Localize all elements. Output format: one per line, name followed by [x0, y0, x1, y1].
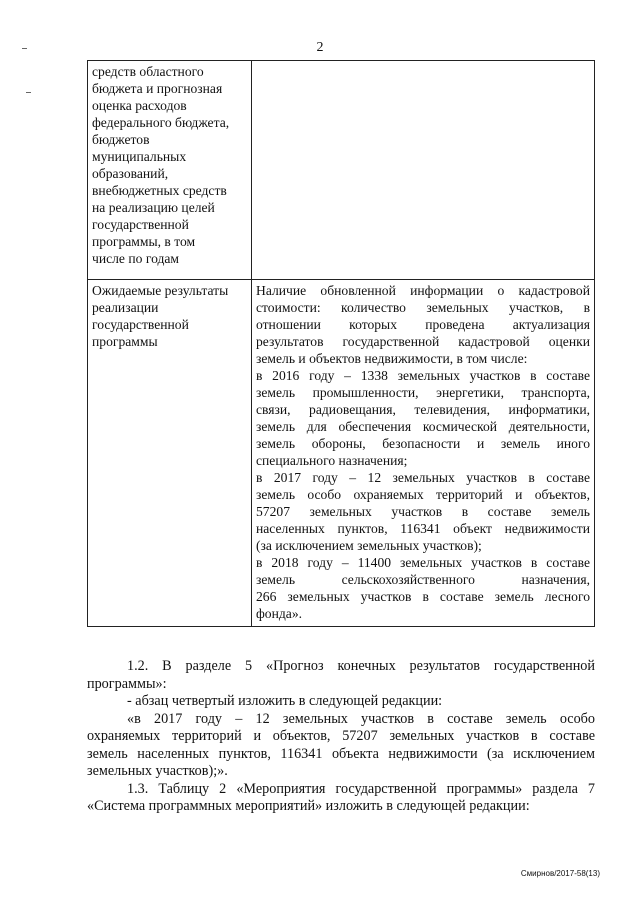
paragraph-line: земельных участков);».: [87, 763, 228, 779]
cell-line: Наличие обновленной информации о кадастровой: [256, 283, 590, 298]
cell-line: числе по годам: [92, 251, 180, 266]
cell-line: на реализацию целей: [92, 200, 215, 215]
cell-line: земель промышленности, энергетики, транспорта,: [256, 385, 590, 400]
cell-line: стоимости: количество земельных участков, в: [256, 300, 590, 315]
cell-line: в 2018 году – 11400 земельных участков в составе: [256, 555, 590, 570]
cell-line: 57207 земельных участков в составе земель: [256, 504, 590, 519]
program-table: [87, 60, 595, 627]
cell-line: в 2016 году – 1338 земельных участков в составе: [256, 368, 590, 383]
table-row: [88, 280, 595, 627]
paragraph-line: охраняемых территорий и объектов, 57207 земельных участков в составе: [87, 728, 595, 744]
cell-line: бюджетов: [92, 132, 150, 147]
cell-line: земель сельскохозяйственного назначения,: [256, 572, 590, 587]
paragraph-line: 1.3. Таблицу 2 «Мероприятия государственной программы» раздела 7: [127, 780, 595, 797]
margin-mark: [22, 48, 27, 49]
table-cell-funding-label: [88, 61, 252, 280]
cell-line: фонда».: [256, 606, 303, 621]
cell-line: Ожидаемые результаты: [92, 283, 229, 298]
paragraph-line: «в 2017 году – 12 земельных участков в составе земель особо: [127, 710, 595, 727]
document-signature: Смирнов/2017-58(13): [520, 869, 600, 878]
paragraph-line: земель населенных пунктов, 116341 объекта недвижимости (за исключением: [87, 745, 595, 762]
cell-line: связи, радиовещания, телевидения, информатики,: [256, 402, 590, 417]
cell-line: результатов государственной кадастровой оценки: [256, 334, 590, 349]
page-number: 2: [316, 40, 324, 55]
table-cell-results-label: [88, 280, 252, 627]
cell-line: образований,: [92, 166, 169, 181]
margin-mark: [26, 92, 31, 93]
cell-line: (за исключением земельных участков);: [256, 538, 482, 553]
table-row: [88, 61, 595, 280]
cell-line: земель и объектов недвижимости, в том числе:: [256, 351, 528, 366]
cell-line: в 2017 году – 12 земельных участков в составе: [256, 470, 590, 485]
cell-line: государственной: [92, 217, 189, 232]
cell-line: специального назначения;: [256, 453, 408, 468]
cell-line: средств областного: [92, 64, 204, 79]
paragraph-line: «Система программных мероприятий» изложить в следующей редакции:: [87, 798, 530, 814]
cell-line: оценка расходов: [92, 98, 187, 113]
cell-line: земель для обеспечения космической деятельности,: [256, 419, 590, 434]
cell-line: муниципальных: [92, 149, 187, 164]
cell-line: земель особо охраняемых территорий и объектов,: [256, 487, 590, 502]
cell-line: отношении которых проведена актуализация: [256, 317, 590, 332]
cell-line: населенных пунктов, 116341 объект недвижимости: [256, 521, 590, 536]
cell-line: государственной: [92, 317, 189, 332]
document-body: [87, 658, 595, 816]
paragraph-line: - абзац четвертый изложить в следующей редакции:: [127, 693, 443, 709]
cell-line: внебюджетных средств: [92, 183, 227, 198]
cell-line: реализации: [92, 300, 159, 315]
table-cell-results-value: [252, 280, 595, 627]
cell-line: программы, в том: [92, 234, 196, 249]
cell-line: программы: [92, 334, 158, 349]
cell-line: федерального бюджета,: [92, 115, 230, 130]
paragraph-line: программы»:: [87, 675, 167, 692]
cell-line: земель обороны, безопасности и земель иного: [256, 436, 590, 451]
cell-line: бюджета и прогнозная: [92, 81, 223, 96]
table-cell-funding-value: [252, 61, 595, 280]
paragraph-line: 1.2. В разделе 5 «Прогноз конечных результатов государственной: [127, 658, 595, 674]
cell-line: 266 земельных участков в составе земель лесного: [256, 589, 590, 604]
